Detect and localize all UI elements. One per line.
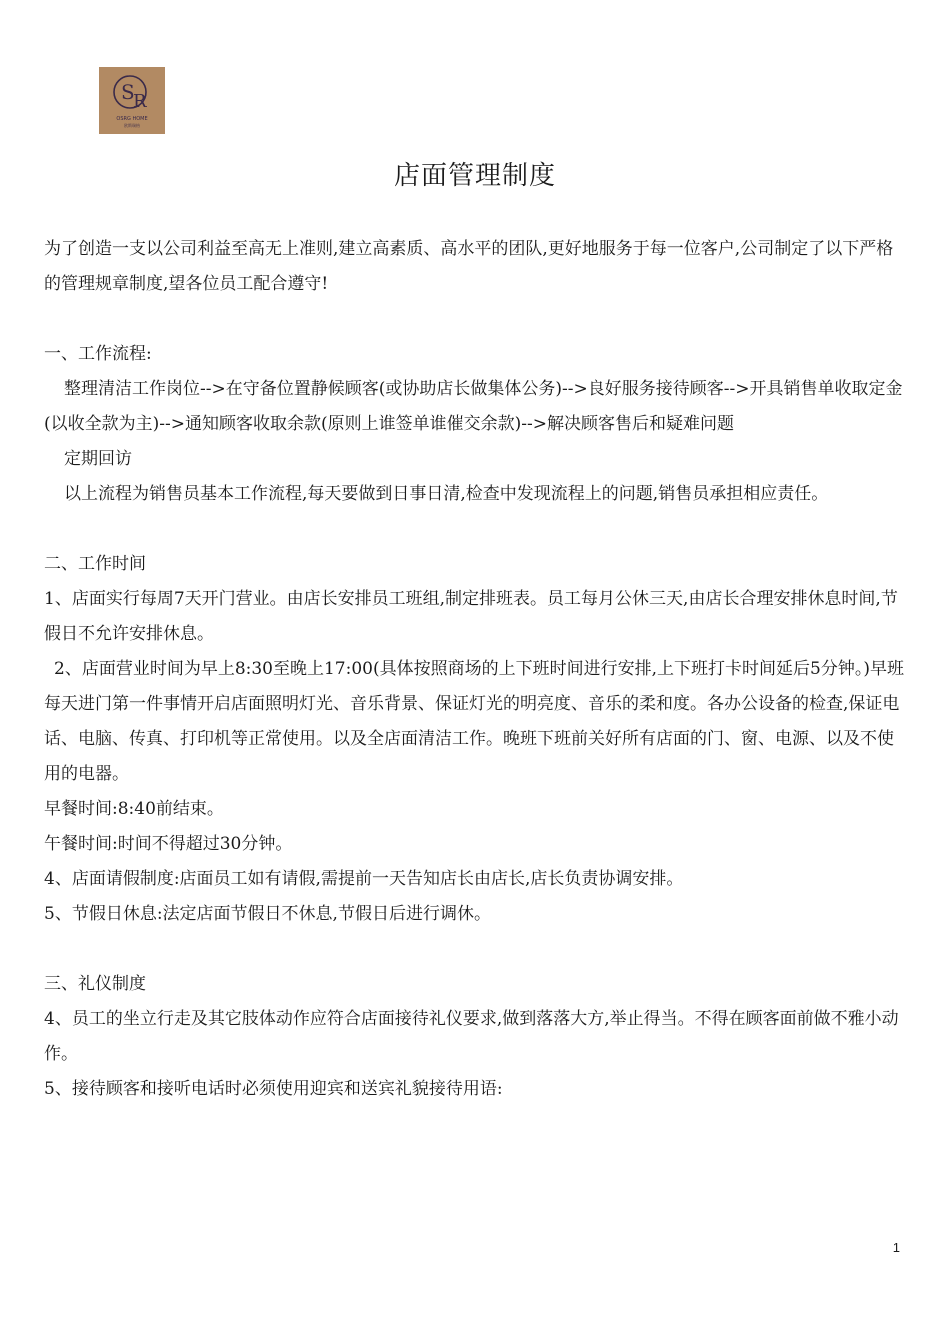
svg-text:OSRG HOME: OSRG HOME [116,116,148,122]
svg-text:欧斯瑞格: 欧斯瑞格 [124,123,140,128]
page-number: 1 [892,1240,900,1255]
workflow-note: 以上流程为销售员基本工作流程,每天要做到日事日清,检查中发现流程上的问题,销售员承担相应责任。 [64,484,829,504]
leave-policy: 4、店面请假制度:店面员工如有请假,需提前一天告知店长由店长,店长负责协调安排。 [44,869,684,889]
section-2-heading: 二、工作时间 [44,554,146,574]
svg-text:S: S [121,80,135,104]
etiquette-item-4: 4、员工的坐立行走及其它肢体动作应符合店面接待礼仪要求,做到落落大方,举止得当。不得在顾客面前做不雅小动作。 [44,1009,899,1064]
holiday-policy: 5、节假日休息:法定店面节假日不休息,节假日后进行调休。 [44,904,491,924]
workflow-steps: 整理清洁工作岗位-->在守备位置静候顾客(或协助店长做集体公务)-->良好服务接待顾客-->开具销售单收取定金(以收全款为主)-->通知顾客收取余款(原则上谁签单谁催交余款)-->解决顾客售后和疑难问题 [44,379,903,434]
breakfast-time: 早餐时间:8:40前结束。 [44,799,224,819]
etiquette-item-5: 5、接待顾客和接听电话时必须使用迎宾和送宾礼貌接待用语: [44,1079,503,1099]
document-body [44,232,910,1107]
work-time-item-2: 2、店面营业时间为早上8:30至晚上17:00(具体按照商场的上下班时间进行安排,上下班打卡时间延后5分钟。)早班每天进门第一件事情开启店面照明灯光、音乐背景、保证灯光的明亮度、音乐的柔和度。各办公设备的检查,保证电话、电脑、传真、打印机等正常使用。以及全店面清洁工作。晚班下班前关好所有店面的门、窗、电源、以及不使用的电器。 [44,659,904,784]
section-3-heading: 三、礼仪制度 [44,974,146,994]
intro-paragraph: 为了创造一支以公司利益至高无上准则,建立高素质、高水平的团队,更好地服务于每一位客户,公司制定了以下严格的管理规章制度,望各位员工配合遵守! [44,239,894,294]
lunch-time: 午餐时间:时间不得超过30分钟。 [44,834,293,854]
regular-visit: 定期回访 [64,449,132,469]
svg-text:R: R [133,91,147,112]
company-logo [99,67,165,134]
section-1-heading: 一、工作流程: [44,344,152,364]
page-title: 店面管理制度 [393,161,556,191]
work-time-item-1: 1、店面实行每周7天开门营业。由店长安排员工班组,制定排班表。员工每月公休三天,由店长合理安排休息时间,节假日不允许安排休息。 [44,589,898,644]
